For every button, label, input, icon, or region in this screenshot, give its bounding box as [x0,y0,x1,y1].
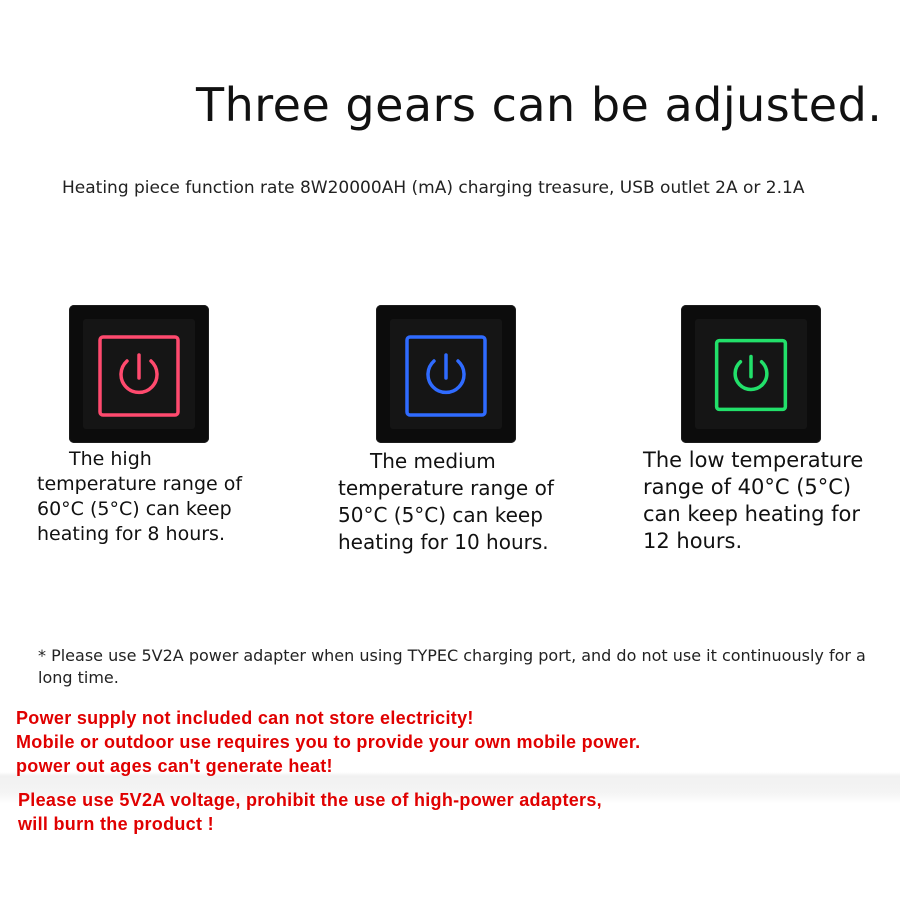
desc-line: The high [69,448,152,470]
desc-line: heating for 8 hours. [37,523,225,545]
power-icon [97,334,181,418]
desc-line: temperature range of [338,476,554,500]
warning-line: power out ages can't generate heat! [16,756,333,776]
desc-line: The low temperature [643,448,864,472]
desc-line: range of 40°C (5°C) [643,475,852,499]
desc-line: temperature range of [37,473,243,495]
page-title: Three gears can be adjusted. [196,78,883,132]
desc-line: can keep heating for [643,502,861,526]
switch-high [69,305,209,443]
power-icon [404,334,488,418]
gear-description-medium [338,448,554,556]
warning-line: Please use 5V2A voltage, prohibit the use of high-power adapters, [18,790,602,810]
desc-line: 50°C (5°C) can keep [338,503,543,527]
gear-description-low [643,447,863,555]
warning-line: Power supply not included can not store electricity! [16,708,474,728]
switch-medium [376,305,516,443]
desc-line: 60°C (5°C) can keep [37,498,232,520]
desc-line: The medium [370,449,496,473]
warning-line: will burn the product ! [18,814,214,834]
desc-line: 12 hours. [643,529,743,553]
desc-line: heating for 10 hours. [338,530,549,554]
usage-note: * Please use 5V2A power adapter when using TYPEC charging port, and do not use it continuously for a long time. [38,646,866,687]
power-icon [714,338,788,412]
switch-low [681,305,821,443]
warning-line: Mobile or outdoor use requires you to provide your own mobile power. [16,732,641,752]
gear-description-high [37,447,242,547]
page-subtitle: Heating piece function rate 8W20000AH (mA) charging treasure, USB outlet 2A or 2.1A [62,178,805,198]
